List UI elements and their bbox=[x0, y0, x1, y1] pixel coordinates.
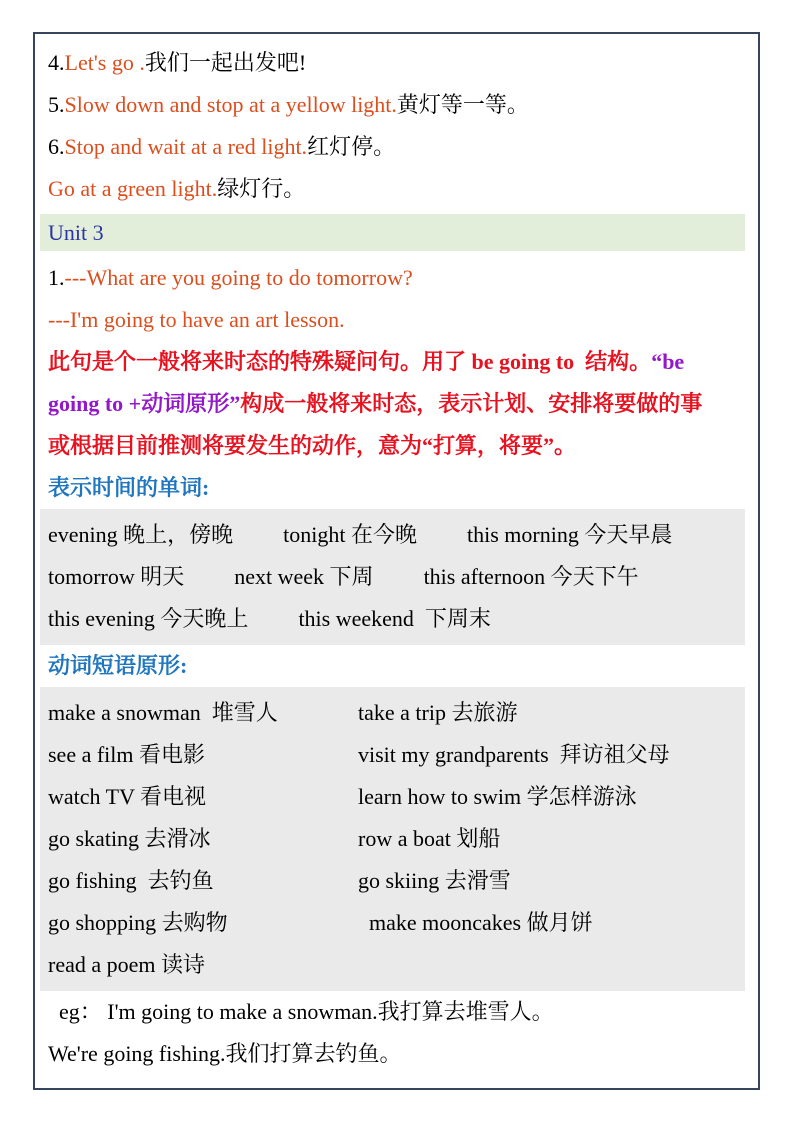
sentence-segment: Go at a green light. bbox=[48, 176, 218, 201]
sentence-line bbox=[48, 84, 745, 126]
grammar-segment: 或根据目前推测将要发生的动作，意为“打算，将要”。 bbox=[48, 433, 577, 458]
time-words-row bbox=[48, 556, 745, 598]
grammar-line bbox=[48, 425, 745, 467]
unit3-banner bbox=[40, 214, 745, 251]
eg-segment: eg： I'm going to make a snowman.我打算去堆雪人。 bbox=[48, 999, 554, 1024]
sentence-segment: 我们一起出发吧! bbox=[144, 50, 307, 75]
sentence-segment: 5. bbox=[48, 92, 65, 117]
verb-phrase-left: go shopping 去购物 bbox=[48, 910, 228, 935]
verb-phrase-row bbox=[48, 776, 745, 818]
time-word-item: this morning 今天早晨 bbox=[467, 522, 673, 547]
eg-line bbox=[48, 1033, 745, 1075]
grammar-segment: 此句是个一般将来时态的特殊疑问句。用了 be going to 结构。 bbox=[48, 349, 652, 374]
time-word-item: this afternoon 今天下午 bbox=[423, 564, 639, 589]
time-words-row bbox=[48, 514, 745, 556]
dialog-segment: ---I'm going to have an art lesson. bbox=[48, 307, 345, 332]
time-words-heading: 表示时间的单词: bbox=[48, 475, 210, 500]
page-border-frame bbox=[33, 32, 760, 1090]
time-word-item: this weekend 下周末 bbox=[298, 606, 491, 631]
time-word-item: evening 晚上，傍晚 bbox=[48, 522, 234, 547]
verb-phrase-row bbox=[48, 692, 745, 734]
unit3-banner-label: Unit 3 bbox=[48, 220, 104, 245]
sentence-segment: Slow down and stop at a yellow light. bbox=[64, 92, 397, 117]
grammar-line bbox=[48, 341, 745, 383]
page-content bbox=[35, 34, 758, 1088]
eg-line bbox=[48, 991, 745, 1033]
grammar-note bbox=[48, 341, 745, 467]
verb-phrase-right: visit my grandparents 拜访祖父母 bbox=[358, 742, 670, 767]
verb-phrase-left: go skating 去滑冰 bbox=[48, 826, 211, 851]
sentence-line bbox=[48, 168, 745, 210]
time-word-item: tonight 在今晚 bbox=[283, 522, 417, 547]
verb-phrase-right: learn how to swim 学怎样游泳 bbox=[358, 784, 637, 809]
sentence-line bbox=[48, 42, 745, 84]
time-words-row bbox=[48, 598, 745, 640]
sentence-segment: 4. bbox=[48, 50, 65, 75]
sentence-segment: Let's go . bbox=[64, 50, 145, 75]
dialog-line bbox=[48, 299, 745, 341]
verb-phrase-left: make a snowman 堆雪人 bbox=[48, 700, 278, 725]
verb-phrase-left: see a film 看电影 bbox=[48, 742, 206, 767]
dialog-line bbox=[48, 257, 745, 299]
verb-phrase-row bbox=[48, 902, 745, 944]
numbered-sentence-list bbox=[48, 42, 745, 210]
sentence-segment: 红灯停。 bbox=[307, 134, 396, 159]
verb-phrases-block bbox=[40, 687, 745, 991]
eg-segment: We're going fishing.我们打算去钓鱼。 bbox=[48, 1041, 402, 1066]
verb-phrase-right: go skiing 去滑雪 bbox=[358, 868, 511, 893]
grammar-segment: going to +动词原形” bbox=[48, 391, 241, 416]
sentence-segment: 绿灯行。 bbox=[217, 176, 306, 201]
time-word-item: next week 下周 bbox=[234, 564, 374, 589]
verb-phrase-left: watch TV 看电视 bbox=[48, 784, 207, 809]
verb-phrases-heading: 动词短语原形: bbox=[48, 653, 188, 678]
grammar-segment: “be bbox=[651, 349, 685, 374]
verb-phrase-left: read a poem 读诗 bbox=[48, 952, 205, 977]
sentence-segment: 黄灯等一等。 bbox=[396, 92, 529, 117]
sentence-segment: Stop and wait at a red light. bbox=[64, 134, 308, 159]
verb-phrase-row bbox=[48, 860, 745, 902]
verb-phrase-row bbox=[48, 944, 745, 986]
sentence-segment: 6. bbox=[48, 134, 65, 159]
grammar-line bbox=[48, 383, 745, 425]
grammar-segment: 构成一般将来时态，表示计划、安排将要做的事 bbox=[240, 391, 703, 416]
verb-phrase-row bbox=[48, 734, 745, 776]
dialog-segment: ---What are you going to do tomorrow? bbox=[64, 265, 413, 290]
time-word-item: tomorrow 明天 bbox=[48, 564, 185, 589]
sentence-line bbox=[48, 126, 745, 168]
verb-phrase-right: row a boat 划船 bbox=[358, 826, 501, 851]
time-word-item: this evening 今天晚上 bbox=[48, 606, 249, 631]
dialog-segment: 1. bbox=[48, 265, 65, 290]
dialog-example-lines bbox=[48, 257, 745, 341]
eg-sentences bbox=[48, 991, 745, 1075]
time-words-block bbox=[40, 509, 745, 645]
verb-phrase-right: make mooncakes 做月饼 bbox=[358, 910, 593, 935]
verb-phrase-left: go fishing 去钓鱼 bbox=[48, 868, 214, 893]
verb-phrase-row bbox=[48, 818, 745, 860]
verb-phrase-right: take a trip 去旅游 bbox=[358, 700, 518, 725]
